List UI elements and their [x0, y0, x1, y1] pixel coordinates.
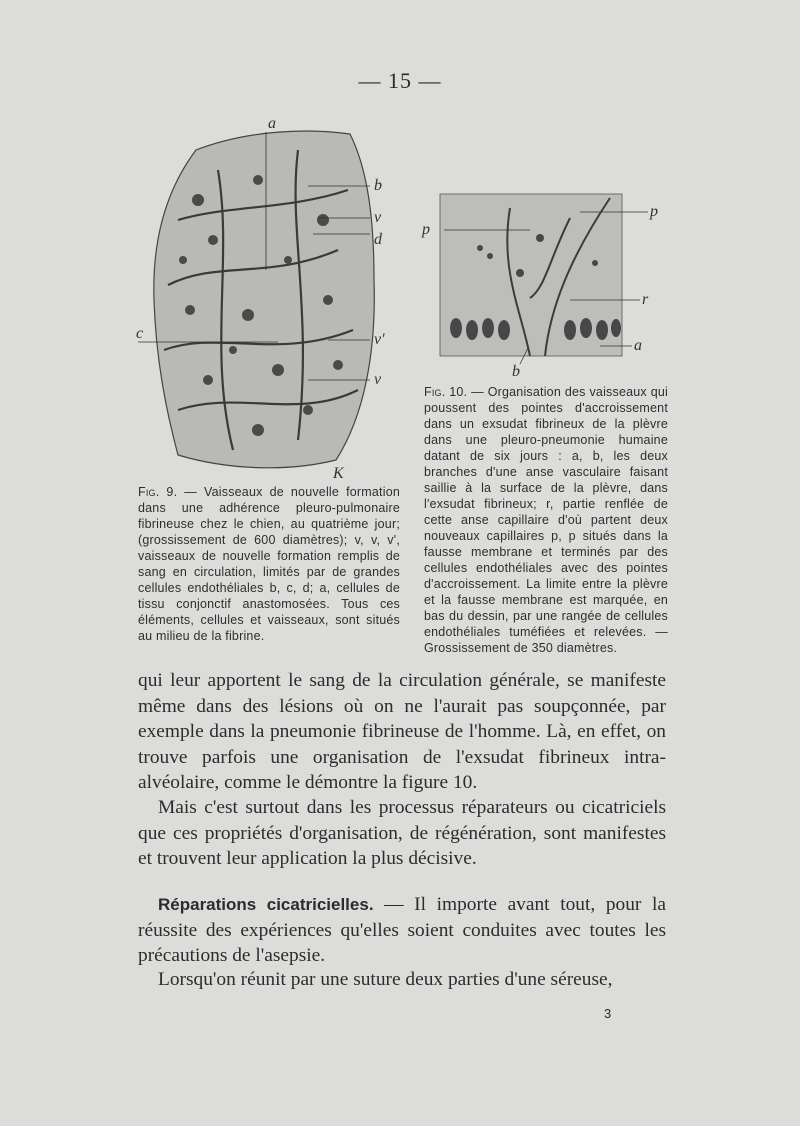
body-paragraph-1: qui leur apportent le sang de la circulation générale, se manifeste même dans des lésions où on ne l'aurait pas soupçonnée, par exemple dans la pneumonie fibrineuse de l'homme. Là, en effet, on trouve parfois une organisation de l'exsudat fibrineux intra-alvéolaire, comme le démontre la figure 10. — [138, 670, 666, 793]
figure-9-caption-label: Fig. 9. — [138, 485, 178, 499]
signature-mark: 3 — [604, 1006, 612, 1021]
figure-10-caption-text: — Organisation des vaisseaux qui poussent des pointes d'accroissement dans un exsudat fibrineux de la plèvre dans une pleuro-pneumonie humaine datant de six jours : a, b, les deux branches d'une anse vasculaire faisant saillie à la surface de la plèvre, dans l'exsudat fibrineux; r, partie renflée de cette anse capillaire d'où partent deux nouveaux capillaires p, p situés dans la fausse membrane et terminés par des cellules endothéliales avec des pointes d'accroissement. La limite entre la plèvre et la fausse membrane est marquée, en bas du dessin, par une rangée de cellules endothéliales tuméfiées et relevées. — Grossissement de 350 diamètres. — [424, 385, 669, 655]
fig9-label-k: K — [333, 465, 344, 482]
fig9-label-a: a — [268, 115, 276, 132]
body-paragraph-3 — [138, 892, 666, 969]
section-heading: Réparations cicatricielles. — [158, 895, 374, 914]
figure-9-illustration — [138, 110, 400, 482]
fig10-label-p-left: p — [422, 221, 430, 238]
fig9-label-v2: v — [374, 371, 382, 388]
fig9-label-b: b — [374, 177, 382, 194]
figure-9-caption — [138, 484, 400, 644]
page-number: — 15 — — [358, 68, 442, 93]
fig10-label-p-right: p — [650, 203, 658, 220]
fig10-label-r: r — [642, 291, 649, 308]
fig9-label-v-prime: v' — [374, 331, 385, 348]
fig10-label-b: b — [512, 363, 520, 380]
body-paragraph-3-text: — Il importe avant tout, pour la réussite des expériences qu'elles soient conduites avec toutes les précautions de l'asepsie. — [138, 894, 666, 966]
figure-10-caption — [424, 384, 668, 656]
body-paragraph-4: Lorsqu'on réunit par une suture deux parties d'une séreuse, — [158, 969, 613, 990]
fig9-label-c: c — [136, 325, 144, 342]
body-paragraph-2: Mais c'est surtout dans les processus réparateurs ou cicatriciels que ces propriétés d'organisation, de régénération, sont manifestes et trouvent leur application la plus décisive. — [138, 797, 666, 869]
fig9-label-v: v — [374, 209, 382, 226]
fig10-label-a: a — [634, 337, 642, 354]
figure-9-caption-text: — Vaisseaux de nouvelle formation dans une adhérence pleuro-pulmonaire fibrineuse chez le chien, au quatrième jour; (grossissement de 600 diamètres); v, v, v', vaisseaux de nouvelle formation remplis de sang en circulation, limités par de grandes cellules endothéliales b, c, d; a, cellules de tissu conjonctif anastomosées. Tous ces éléments, cellules et vaisseaux, sont situés au milieu de la fibrine. — [138, 485, 400, 643]
figure-10-illustration — [420, 178, 682, 383]
fig9-label-d: d — [374, 231, 382, 248]
figure-10-caption-label: Fig. 10. — [424, 385, 468, 399]
